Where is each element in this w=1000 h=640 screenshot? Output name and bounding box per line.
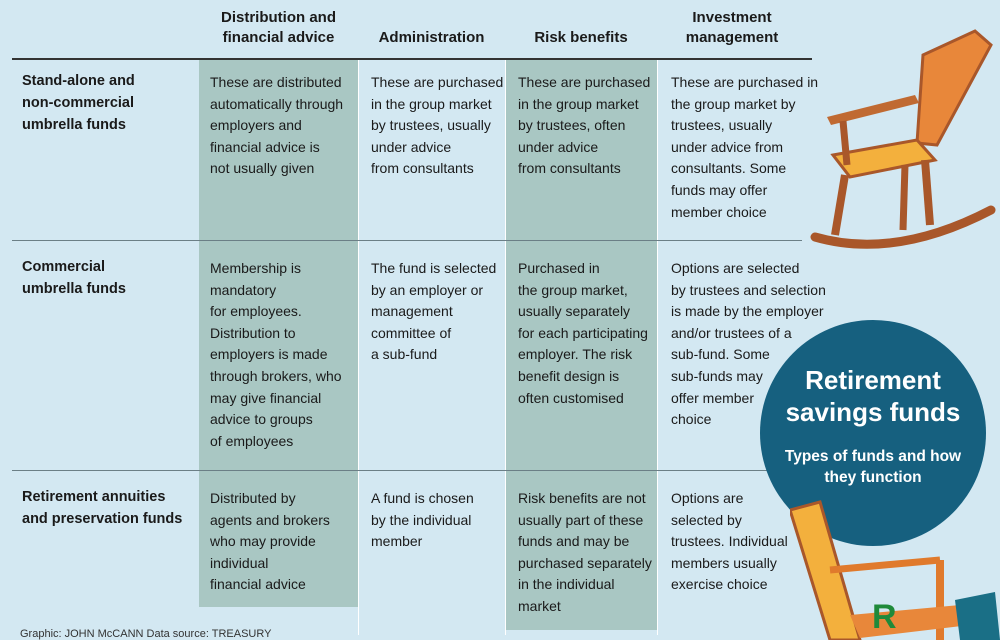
cell-annuities-risk: Risk benefits are not usually part of these funds and may be purchased separately in the individual market: [518, 490, 652, 614]
column-header-investment: Investment management: [685, 9, 779, 46]
cell-stand-alone-distribution: These are distributed automatically through employers and financial advice is not usually given: [210, 74, 344, 177]
column-header-distribution: Distribution and financial advice: [221, 9, 336, 46]
badge-subtitle: Types of funds and how they function: [784, 448, 962, 486]
column-divider: [657, 60, 658, 635]
row-divider: [12, 240, 802, 241]
row-label-stand-alone: Stand-alone and non-commercial umbrella funds: [22, 73, 135, 133]
column-divider: [358, 60, 359, 635]
row-label-retirement-annuities: Retirement annuities and preservation funds: [22, 489, 183, 527]
header-rule: [12, 58, 812, 60]
cell-commercial-distribution: Membership is mandatory for employees. Distribution to employers is made through brokers, who may give financial advice to groups of employees: [210, 260, 342, 449]
cell-annuities-distribution: Distributed by agents and brokers who may provide individual financial advice: [210, 490, 330, 593]
badge-title: Retirement savings funds: [785, 365, 961, 427]
column-header-risk-benefits: Risk benefits: [534, 29, 628, 46]
cell-stand-alone-investment: These are purchased in the group market by trustees, usually under advice from consultants. Some funds may offer member choice: [671, 74, 819, 220]
cell-stand-alone-risk: These are purchased in the group market by trustees, often under advice from consultants: [518, 74, 651, 177]
cell-commercial-investment: Options are selected by trustees and selection is made by the employer and/or trustees of a sub-fund. Some sub-funds may offer member choice: [671, 260, 826, 428]
cell-commercial-risk: Purchased in the group market, usually separately for each participating employer. The risk benefit design is often customised: [518, 260, 648, 406]
column-header-administration: Administration: [378, 29, 485, 46]
cell-commercial-administration: The fund is selected by an employer or management committee of a sub-fund: [371, 260, 497, 363]
chair-letter: R: [872, 598, 897, 636]
row-label-commercial: Commercial umbrella funds: [22, 259, 126, 297]
row-divider: [12, 470, 772, 471]
cell-annuities-administration: A fund is chosen by the individual member: [371, 490, 474, 550]
footer-credit: Graphic: JOHN McCANN Data source: TREASURY: [20, 628, 272, 640]
cell-annuities-investment: Options are selected by trustees. Individual members usually exercise choice: [671, 490, 788, 593]
column-divider: [505, 60, 506, 635]
rocking-chair-icon: [805, 25, 1000, 265]
cell-stand-alone-administration: These are purchased in the group market by trustees, usually under advice from consultants: [371, 74, 504, 177]
